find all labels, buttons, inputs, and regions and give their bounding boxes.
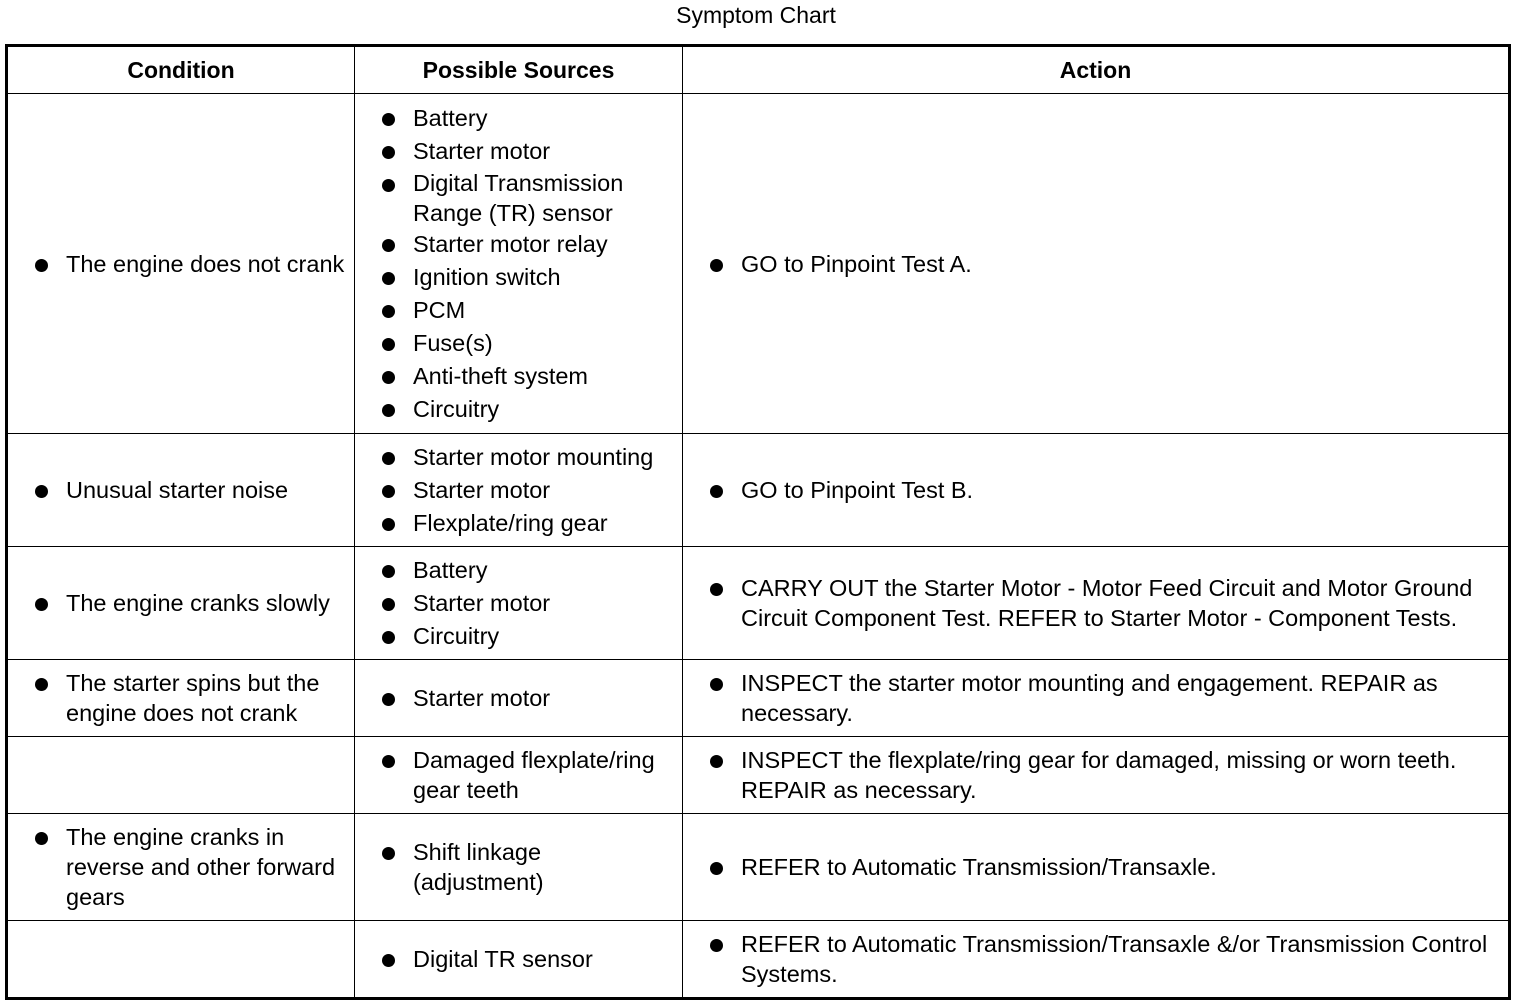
- action-cell: [683, 737, 1510, 814]
- bullet-icon: [382, 565, 395, 578]
- table-row: [7, 814, 1510, 921]
- condition-cell: [7, 94, 355, 434]
- source-item: Shift linkage (adjustment): [355, 837, 682, 897]
- bullet-icon: [710, 862, 723, 875]
- bullet-icon: [382, 954, 395, 967]
- bullet-icon: [382, 113, 395, 126]
- table-row: [7, 737, 1510, 814]
- bullet-icon: [382, 598, 395, 611]
- bullet-icon: [710, 485, 723, 498]
- table-header-row: [7, 46, 1510, 94]
- bullet-icon: [382, 847, 395, 860]
- bullet-icon: [382, 755, 395, 768]
- bullet-icon: [382, 305, 395, 318]
- source-item: Starter motor relay: [355, 228, 682, 261]
- header-action: Action: [683, 46, 1510, 94]
- action-cell: [683, 94, 1510, 434]
- condition-item: Unusual starter noise: [8, 475, 354, 505]
- sources-cell: [355, 814, 683, 921]
- source-item: Battery: [355, 102, 682, 135]
- bullet-icon: [35, 598, 48, 611]
- condition-cell: [7, 434, 355, 547]
- bullet-icon: [382, 146, 395, 159]
- bullet-icon: [382, 518, 395, 531]
- sources-cell: [355, 434, 683, 547]
- source-item: Ignition switch: [355, 261, 682, 294]
- condition-cell: [7, 737, 355, 814]
- action-item: REFER to Automatic Transmission/Transaxle &/or Transmission Control Systems.: [683, 929, 1508, 989]
- page-title: Symptom Chart: [676, 2, 836, 28]
- action-item: REFER to Automatic Transmission/Transaxle.: [683, 852, 1508, 882]
- source-item: Circuitry: [355, 393, 682, 426]
- sources-cell: [355, 547, 683, 660]
- bullet-icon: [382, 239, 395, 252]
- condition-item: The engine does not crank: [8, 249, 354, 279]
- header-possible-sources: Possible Sources: [355, 46, 683, 94]
- source-item: Fuse(s): [355, 327, 682, 360]
- action-cell: [683, 814, 1510, 921]
- action-item: GO to Pinpoint Test A.: [683, 249, 1508, 279]
- source-item: Battery: [355, 554, 682, 587]
- bullet-icon: [710, 755, 723, 768]
- condition-cell: [7, 921, 355, 999]
- table-row: [7, 434, 1510, 547]
- condition-item: The starter spins but the engine does not crank: [8, 668, 354, 728]
- sources-cell: [355, 921, 683, 999]
- source-item: Anti-theft system: [355, 360, 682, 393]
- bullet-icon: [35, 832, 48, 845]
- table-row: [7, 547, 1510, 660]
- sources-cell: [355, 94, 683, 434]
- bullet-icon: [382, 338, 395, 351]
- action-cell: [683, 434, 1510, 547]
- symptom-chart-table: [5, 44, 1511, 1000]
- bullet-icon: [35, 678, 48, 691]
- bullet-icon: [382, 693, 395, 706]
- bullet-icon: [710, 678, 723, 691]
- source-item: Flexplate/ring gear: [355, 507, 682, 540]
- action-cell: [683, 547, 1510, 660]
- source-item: Circuitry: [355, 620, 682, 653]
- bullet-icon: [382, 272, 395, 285]
- action-cell: [683, 921, 1510, 999]
- table-row: [7, 660, 1510, 737]
- source-item: PCM: [355, 294, 682, 327]
- bullet-icon: [382, 485, 395, 498]
- bullet-icon: [710, 259, 723, 272]
- condition-cell: [7, 660, 355, 737]
- bullet-icon: [382, 452, 395, 465]
- bullet-icon: [710, 939, 723, 952]
- source-item: Starter motor: [355, 682, 682, 715]
- table-row: [7, 94, 1510, 434]
- bullet-icon: [382, 179, 395, 192]
- action-item: INSPECT the flexplate/ring gear for damaged, missing or worn teeth. REPAIR as necessary.: [683, 745, 1508, 805]
- source-item: Starter motor mounting: [355, 441, 682, 474]
- source-item: Starter motor: [355, 474, 682, 507]
- source-item: Digital Transmission Range (TR) sensor: [355, 168, 682, 228]
- sources-cell: [355, 737, 683, 814]
- bullet-icon: [35, 259, 48, 272]
- bullet-icon: [35, 485, 48, 498]
- action-item: GO to Pinpoint Test B.: [683, 475, 1508, 505]
- condition-item: The engine cranks slowly: [8, 588, 354, 618]
- bullet-icon: [710, 583, 723, 596]
- bullet-icon: [382, 371, 395, 384]
- bullet-icon: [382, 631, 395, 644]
- header-condition: Condition: [7, 46, 355, 94]
- source-item: Digital TR sensor: [355, 944, 682, 974]
- source-item: Starter motor: [355, 135, 682, 168]
- action-item: INSPECT the starter motor mounting and engagement. REPAIR as necessary.: [683, 668, 1508, 728]
- source-item: Starter motor: [355, 587, 682, 620]
- action-item: CARRY OUT the Starter Motor - Motor Feed Circuit and Motor Ground Circuit Component Test. REFER to Starter Motor - Component Tests.: [683, 573, 1508, 633]
- action-cell: [683, 660, 1510, 737]
- source-item: Damaged flexplate/ring gear teeth: [355, 745, 682, 805]
- table-row: [7, 921, 1510, 999]
- condition-cell: [7, 547, 355, 660]
- sources-cell: [355, 660, 683, 737]
- bullet-icon: [382, 404, 395, 417]
- condition-cell: [7, 814, 355, 921]
- condition-item: The engine cranks in reverse and other forward gears: [8, 822, 354, 912]
